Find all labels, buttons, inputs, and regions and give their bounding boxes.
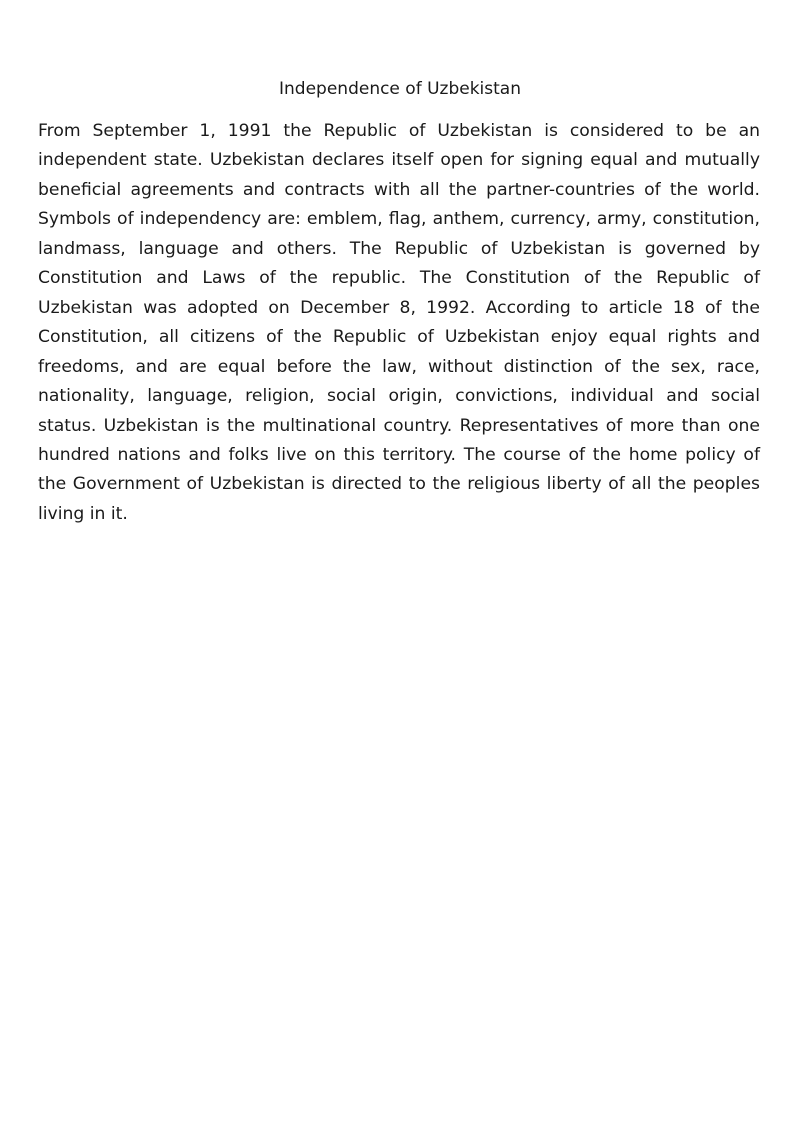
body-paragraph: From September 1, 1991 the Republic of Uzbekistan is considered to be an independent state. Uzbekistan declares itself open for signing equal and mutually beneficial agreements and contracts with all the partner-countries of the world. Symbols of independency are: emblem, flag, anthem, currency, army, constitution, landmass, language and others. The Republic of Uzbekistan is governed by Constitution and Laws of the republic. The Constitution of the Republic of Uzbekistan was adopted on December 8, 1992. According to article 18 of the Constitution, all citizens of the Republic of Uzbekistan enjoy equal rights and freedoms, and are equal before the law, without distinction of the sex, race, nationality, language, religion, social origin, convictions, individual and social status. Uzbekistan is the multinational country. Representatives of more than one hundred nations and folks live on this territory. The course of the home policy of the Government of Uzbekistan is directed to the religious liberty of all the peoples living in it. bbox=[38, 121, 760, 524]
document-title: Independence of Uzbekistan bbox=[279, 79, 521, 99]
